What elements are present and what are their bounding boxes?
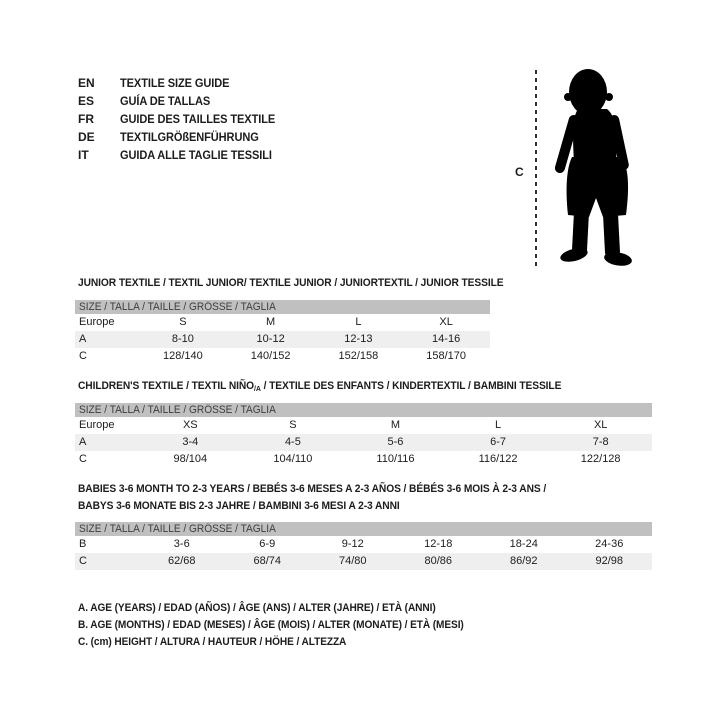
language-list bbox=[78, 74, 289, 164]
row-label: Europe bbox=[79, 419, 115, 431]
row-label: Europe bbox=[79, 316, 115, 328]
section-title-babies-line1: BABIES 3-6 MONTH TO 2-3 YEARS / BEBÉS 3-6 MESES A 2-3 AÑOS / BÉBÉS 3-6 MOIS À 2-3 ANS / bbox=[78, 483, 547, 495]
section-title-children-sub: /A bbox=[254, 384, 261, 393]
height-label-c: C bbox=[515, 165, 524, 179]
section-title-babies-line2: BABYS 3-6 MONATE BIS 2-3 JAHRE / BAMBINI 3-6 MESI A 2-3 ANNI bbox=[78, 500, 400, 512]
height-dashed-line bbox=[535, 70, 537, 268]
section-title-children-post: / TEXTILE DES ENFANTS / KINDERTEXTIL / BAMBINI TESSILE bbox=[260, 380, 562, 392]
table-cell: L bbox=[495, 419, 502, 431]
table-cell: 98/104 bbox=[173, 453, 208, 465]
table-cell: 8-10 bbox=[171, 333, 194, 345]
table-cell: 86/92 bbox=[509, 555, 538, 567]
row-label: C bbox=[79, 350, 87, 362]
table-cell: 12-13 bbox=[344, 333, 373, 345]
language-code: IT bbox=[78, 148, 89, 162]
table-cell: 128/140 bbox=[162, 350, 203, 362]
language-code: FR bbox=[78, 112, 94, 126]
size-table-junior bbox=[75, 300, 490, 365]
language-row bbox=[78, 92, 289, 110]
size-header-label: SIZE / TALLA / TAILLE / GRÖSSE / TAGLIA bbox=[79, 301, 276, 313]
table-cell: 24-36 bbox=[595, 538, 624, 550]
table-cell: 116/122 bbox=[478, 453, 518, 465]
row-label: C bbox=[79, 555, 87, 567]
table-cell: 152/158 bbox=[338, 350, 379, 362]
size-header-bar bbox=[75, 403, 652, 417]
table-cell: 62/68 bbox=[167, 555, 196, 567]
table-cell: 10-12 bbox=[256, 333, 285, 345]
table-row bbox=[75, 553, 652, 570]
size-table-children bbox=[75, 403, 652, 468]
table-cell: 110/116 bbox=[376, 453, 415, 465]
table-cell: XL bbox=[439, 316, 453, 328]
table-cell: L bbox=[355, 316, 362, 328]
table-row bbox=[75, 417, 652, 434]
table-cell: 80/86 bbox=[424, 555, 453, 567]
table-cell: 74/80 bbox=[338, 555, 367, 567]
language-row bbox=[78, 128, 289, 146]
table-cell: 18-24 bbox=[509, 538, 538, 550]
toddler-silhouette-icon bbox=[545, 66, 648, 268]
size-header-label: SIZE / TALLA / TAILLE / GRÖSSE / TAGLIA bbox=[79, 523, 276, 535]
table-cell: 14-16 bbox=[432, 333, 461, 345]
language-code: EN bbox=[78, 76, 95, 90]
table-cell: 140/152 bbox=[250, 350, 291, 362]
section-title-children-pre: CHILDREN'S TEXTILE / TEXTIL NIÑO bbox=[78, 380, 255, 392]
table-cell: S bbox=[179, 316, 187, 328]
table-cell: 68/74 bbox=[253, 555, 282, 567]
section-title-children bbox=[78, 380, 561, 393]
table-cell: 3-4 bbox=[182, 436, 199, 448]
table-cell: 122/128 bbox=[580, 453, 621, 465]
table-row bbox=[75, 314, 490, 331]
legend-block bbox=[78, 600, 497, 651]
language-code: ES bbox=[78, 94, 95, 108]
table-row bbox=[75, 434, 652, 451]
table-cell: XS bbox=[182, 419, 198, 431]
table-cell: 7-8 bbox=[592, 436, 609, 448]
table-cell: 104/110 bbox=[273, 453, 313, 465]
size-header-bar bbox=[75, 522, 652, 536]
legend-line: C. (cm) HEIGHT / ALTURA / HAUTEUR / HÖHE / ALTEZZA bbox=[78, 636, 347, 648]
size-header-label: SIZE / TALLA / TAILLE / GRÖSSE / TAGLIA bbox=[79, 404, 276, 416]
table-cell: M bbox=[390, 419, 401, 431]
table-cell: 92/98 bbox=[595, 555, 624, 567]
legend-line: A. AGE (YEARS) / EDAD (AÑOS) / ÂGE (ANS) / ALTER (JAHRE) / ETÀ (ANNI) bbox=[78, 602, 436, 614]
size-table-babies bbox=[75, 522, 652, 570]
language-label: TEXTILE SIZE GUIDE bbox=[120, 76, 230, 90]
row-label: C bbox=[79, 453, 87, 465]
table-cell: 6-7 bbox=[490, 436, 507, 448]
language-label: GUIDE DES TAILLES TEXTILE bbox=[120, 112, 276, 126]
table-row bbox=[75, 536, 652, 553]
table-cell: 4-5 bbox=[284, 436, 301, 448]
row-label: A bbox=[79, 436, 87, 448]
table-cell: XL bbox=[593, 419, 608, 431]
language-label: GUÍA DE TALLAS bbox=[120, 94, 211, 108]
table-cell: M bbox=[266, 316, 276, 328]
language-label: GUIDA ALLE TAGLIE TESSILI bbox=[120, 148, 272, 162]
table-cell: 158/170 bbox=[426, 350, 466, 362]
table-row bbox=[75, 451, 652, 468]
row-label: A bbox=[79, 333, 87, 345]
section-title-junior: JUNIOR TEXTILE / TEXTIL JUNIOR/ TEXTILE JUNIOR / JUNIORTEXTIL / JUNIOR TESSILE bbox=[78, 277, 504, 289]
language-label: TEXTILGRÖßENFÜHRUNG bbox=[120, 130, 259, 144]
table-cell: 6-9 bbox=[259, 538, 276, 550]
table-cell: 3-6 bbox=[173, 538, 190, 550]
language-code: DE bbox=[78, 130, 95, 144]
table-row bbox=[75, 331, 490, 348]
row-label: B bbox=[79, 538, 87, 550]
table-cell: S bbox=[289, 419, 297, 431]
table-cell: 9-12 bbox=[341, 538, 364, 550]
size-header-bar bbox=[75, 300, 490, 314]
legend-line: B. AGE (MONTHS) / EDAD (MESES) / ÂGE (MOIS) / ALTER (MONATE) / ETÀ (MESI) bbox=[78, 619, 464, 631]
table-row bbox=[75, 348, 490, 365]
language-row bbox=[78, 74, 289, 92]
table-cell: 5-6 bbox=[387, 436, 404, 448]
language-row bbox=[78, 146, 289, 164]
language-row bbox=[78, 110, 289, 128]
table-cell: 12-18 bbox=[424, 538, 453, 550]
